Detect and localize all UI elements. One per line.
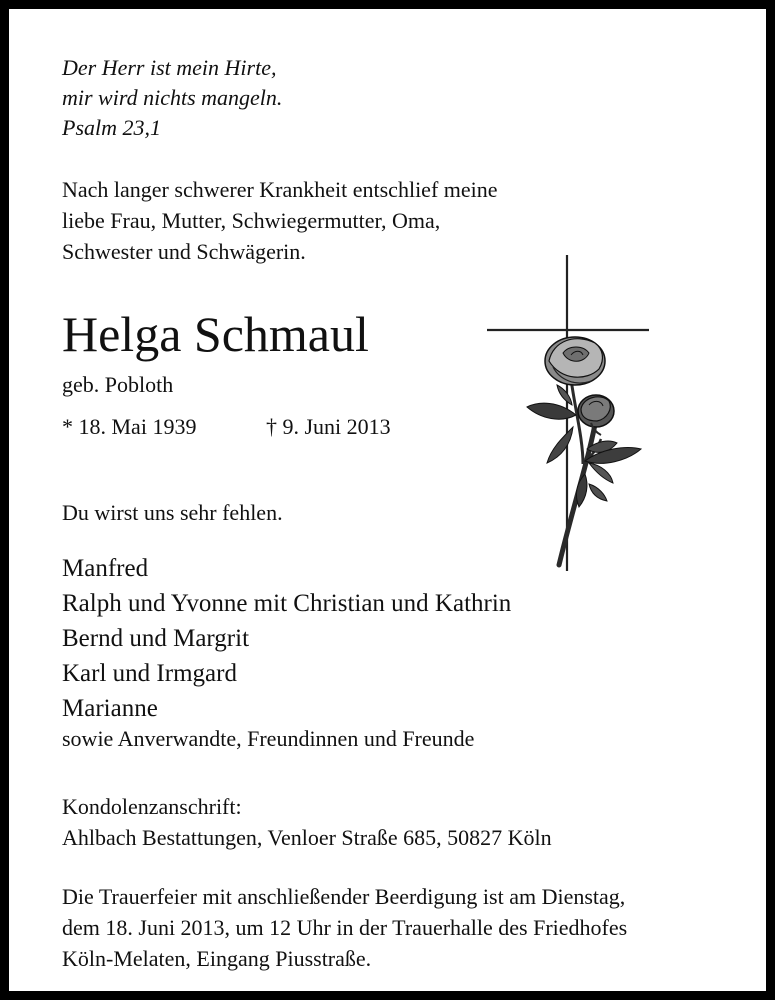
- condolence-address: Ahlbach Bestattungen, Venloer Straße 685, 50827 Köln: [62, 825, 552, 850]
- mourner-1: Manfred: [62, 555, 149, 582]
- death-date: † 9. Juni 2013: [266, 414, 391, 439]
- intro-line-1: Nach langer schwerer Krankheit entschlief meine: [62, 177, 498, 202]
- psalm-reference: Psalm 23,1: [62, 115, 161, 140]
- funeral-line-1: Die Trauerfeier mit anschließender Beerdigung ist am Dienstag,: [62, 884, 626, 909]
- maiden-name: geb. Pobloth: [62, 372, 174, 397]
- intro-line-2: liebe Frau, Mutter, Schwiegermutter, Oma,: [62, 208, 441, 233]
- condolence-label: Kondolenzanschrift:: [62, 794, 242, 819]
- funeral-line-3: Köln-Melaten, Eingang Piusstraße.: [62, 946, 372, 971]
- farewell-text: Du wirst uns sehr fehlen.: [62, 500, 283, 525]
- psalm-line-2: mir wird nichts mangeln.: [62, 85, 283, 110]
- relatives-line: sowie Anverwandte, Freundinnen und Freunde: [62, 726, 475, 751]
- birth-date: * 18. Mai 1939: [62, 414, 197, 439]
- intro-line-3: Schwester und Schwägerin.: [62, 239, 306, 264]
- roses-icon: [527, 337, 641, 565]
- psalm-line-1: Der Herr ist mein Hirte,: [62, 55, 277, 80]
- funeral-line-2: dem 18. Juni 2013, um 12 Uhr in der Trauerhalle des Friedhofes: [62, 915, 628, 940]
- deceased-name: Helga Schmaul: [62, 306, 369, 362]
- mourner-2: Ralph und Yvonne mit Christian und Kathrin: [62, 590, 512, 617]
- cross-with-roses: [479, 249, 659, 579]
- mourner-5: Marianne: [62, 695, 158, 722]
- mourner-3: Bernd und Margrit: [62, 625, 250, 652]
- mourner-4: Karl und Irmgard: [62, 660, 237, 687]
